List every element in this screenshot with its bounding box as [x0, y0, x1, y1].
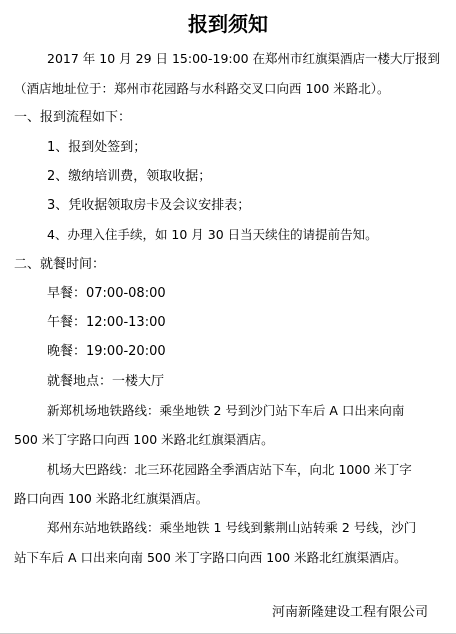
section1-heading: 一、报到流程如下： [14, 110, 132, 125]
route-metro-airport-line-2: 500 米丁字路口向西 100 米路北红旗渠酒店。 [14, 432, 274, 447]
meal-dinner: 晚餐：19:00-20:00 [47, 344, 166, 359]
meal-breakfast: 早餐：07:00-08:00 [47, 286, 166, 301]
document-title: 报到须知 [188, 12, 268, 36]
intro-line-2: （酒店地址位于：郑州市花园路与水科路交叉口向西 100 米路北）。 [14, 81, 390, 96]
section2-heading: 二、就餐时间： [14, 257, 106, 272]
route-east-station-line-1: 郑州东站地铁路线：乘坐地铁 1 号线到紫荆山站转乘 2 号线，沙门 [47, 520, 417, 535]
process-step-1: 1、报到处签到； [47, 140, 147, 155]
route-metro-airport-line-1: 新郑机场地铁路线：乘坐地铁 2 号到沙门站下车后 A 口出来向南 [47, 403, 405, 418]
route-airport-bus-line-2: 路口向西 100 米路北红旗渠酒店。 [14, 491, 209, 506]
process-step-2: 2、缴纳培训费，领取收据； [47, 169, 212, 184]
intro-line-1: 2017 年 10 月 29 日 15:00-19:00 在郑州市红旗渠酒店一楼大厅报到 [47, 51, 440, 66]
company-signature: 河南新隆建设工程有限公司 [272, 605, 429, 620]
meal-location: 就餐地点：一楼大厅 [47, 374, 165, 389]
process-step-3: 3、凭收据领取房卡及会议安排表； [47, 198, 251, 213]
route-airport-bus-line-1: 机场大巴路线：北三环花园路全季酒店站下车，向北 1000 米丁字 [47, 462, 412, 477]
process-step-4: 4、办理入住手续，如 10 月 30 日当天续住的请提前告知。 [47, 227, 378, 242]
meal-lunch: 午餐：12:00-13:00 [47, 315, 166, 330]
route-east-station-line-2: 站下车后 A 口出来向南 500 米丁字路口向西 100 米路北红旗渠酒店。 [14, 550, 407, 565]
